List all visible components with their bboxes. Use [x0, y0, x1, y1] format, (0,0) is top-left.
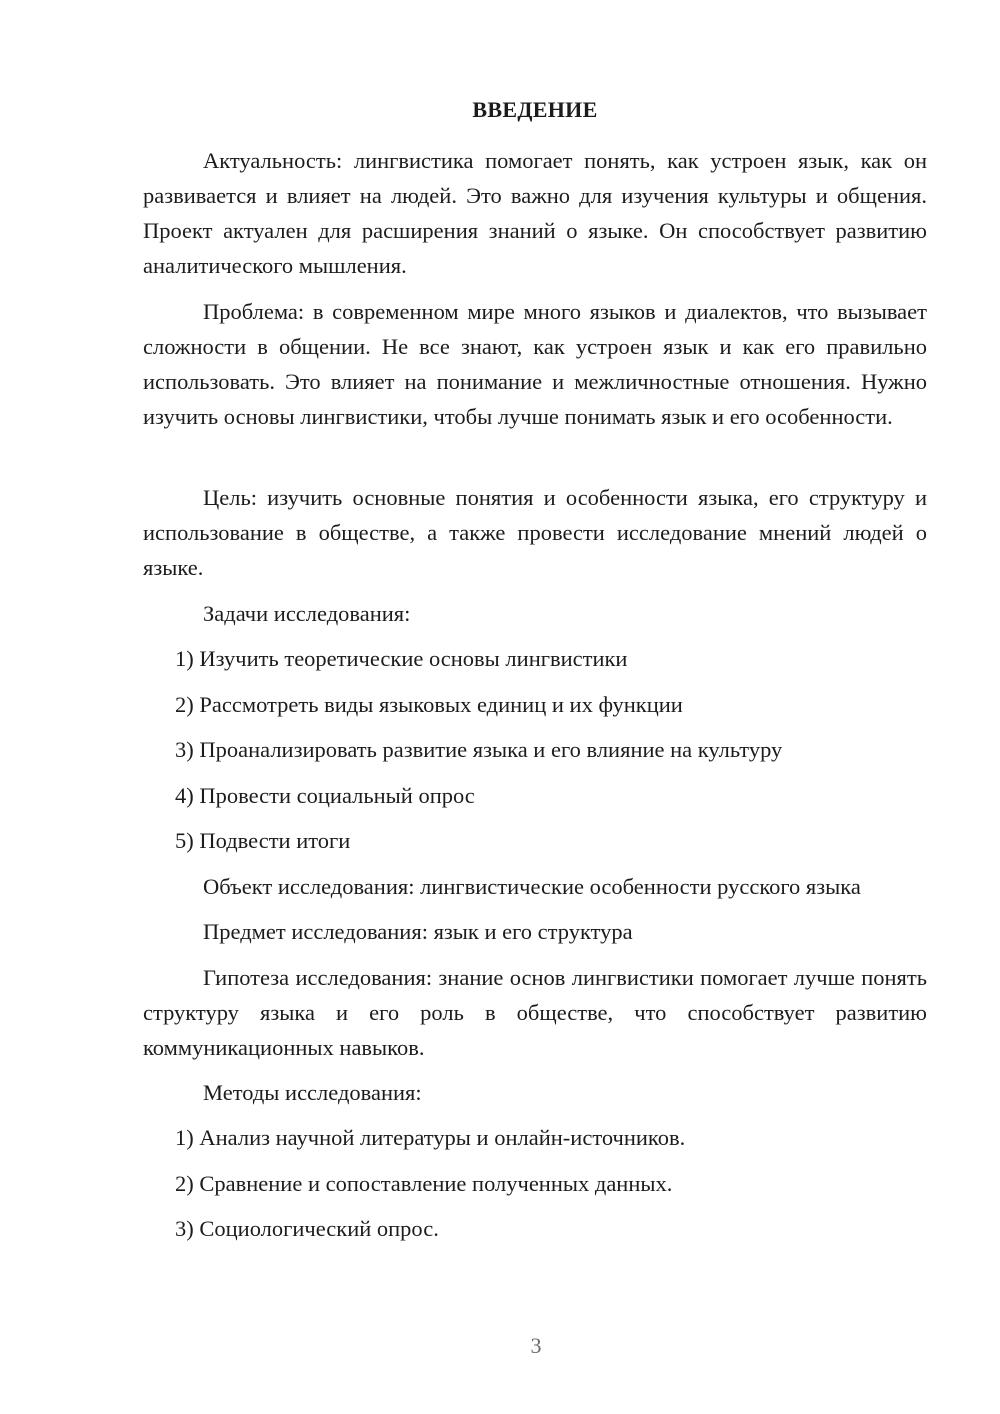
page-number: 3	[530, 1333, 542, 1358]
task-item: 2) Рассмотреть виды языковых единиц и их функции	[175, 692, 683, 717]
task-item: 4) Провести социальный опрос	[175, 783, 475, 808]
method-item: 3) Социологический опрос.	[175, 1216, 439, 1241]
tasks-heading: Задачи исследования:	[203, 601, 411, 626]
problem-paragraph: Проблема: в современном мире много языков и диалектов, что вызывает сложности в общении. Не все знают, как устроен язык и как его правильно использовать. Это влияет на понимание и межличностные отношения. Нужно изучить основы лингвистики, чтобы лучше понимать язык и его особенности.	[143, 299, 927, 429]
task-item: 3) Проанализировать развитие языка и его влияние на культуру	[175, 737, 783, 762]
method-item: 2) Сравнение и сопоставление полученных данных.	[175, 1171, 673, 1196]
task-item: 5) Подвести итоги	[175, 828, 351, 853]
research-object: Объект исследования: лингвистические особенности русского языка	[203, 874, 861, 899]
hypothesis-paragraph: Гипотеза исследования: знание основ лингвистики помогает лучше понять структуру языка и его роль в обществе, что способствует развитию коммуникационных навыков.	[143, 965, 927, 1060]
section-title: ВВЕДЕНИЕ	[472, 97, 598, 122]
relevance-paragraph: Актуальность: лингвистика помогает понять, как устроен язык, как он развивается и влияет на людей. Это важно для изучения культуры и общения. Проект актуален для расширения знаний о языке. Он способствует развитию аналитического мышления.	[143, 148, 927, 278]
task-item: 1) Изучить теоретические основы лингвистики	[175, 646, 628, 671]
methods-heading: Методы исследования:	[203, 1080, 422, 1105]
goal-paragraph: Цель: изучить основные понятия и особенности языка, его структуру и использование в обществе, а также провести исследование мнений людей о языке.	[143, 485, 927, 580]
research-subject: Предмет исследования: язык и его структура	[203, 919, 633, 944]
method-item: 1) Анализ научной литературы и онлайн-источников.	[175, 1125, 686, 1150]
